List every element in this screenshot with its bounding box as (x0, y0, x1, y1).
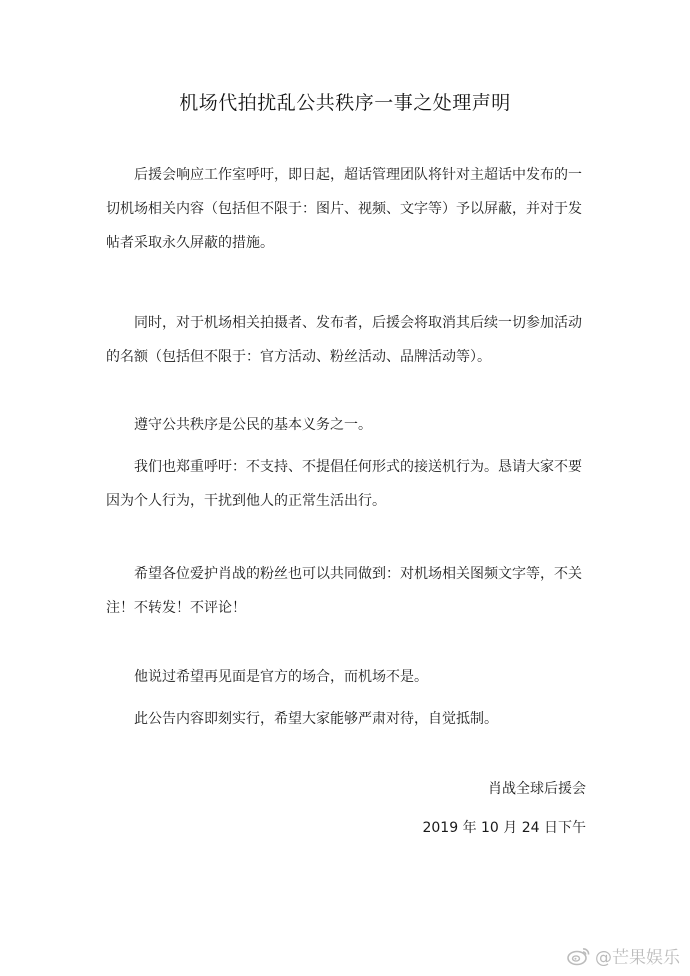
weibo-icon (567, 946, 591, 966)
paragraph-1: 后援会响应工作室呼吁，即日起，超话管理团队将针对主超话中发布的一切机场相关内容（包括但不限于：图片、视频、文字等）予以屏蔽，并对于发帖者采取永久屏蔽的措施。 (106, 167, 582, 251)
signature: 肖战全球后援会 (488, 781, 586, 797)
paragraph-7: 此公告内容即刻实行，希望大家能够严肃对待，自觉抵制。 (134, 711, 498, 727)
statement-date: 2019 年 10 月 24 日下午 (422, 820, 586, 836)
paragraph-4: 我们也郑重呼吁：不支持、不提倡任何形式的接送机行为。恳请大家不要因为个人行为，干扰到他人的正常生活出行。 (106, 459, 582, 509)
watermark-text: @芒果娱乐 (595, 948, 680, 968)
paragraph-5: 希望各位爱护肖战的粉丝也可以共同做到：对机场相关图频文字等，不关注！不转发！不评论！ (106, 566, 582, 616)
watermark (567, 943, 680, 968)
paragraph-6: 他说过希望再见面是官方的场合，而机场不是。 (134, 669, 428, 685)
document-title: 机场代拍扰乱公共秩序一事之处理声明 (179, 92, 511, 114)
paragraph-3: 遵守公共秩序是公民的基本义务之一。 (134, 417, 372, 433)
paragraph-2: 同时，对于机场相关拍摄者、发布者，后援会将取消其后续一切参加活动的名额（包括但不限于：官方活动、粉丝活动、品牌活动等）。 (106, 315, 582, 365)
